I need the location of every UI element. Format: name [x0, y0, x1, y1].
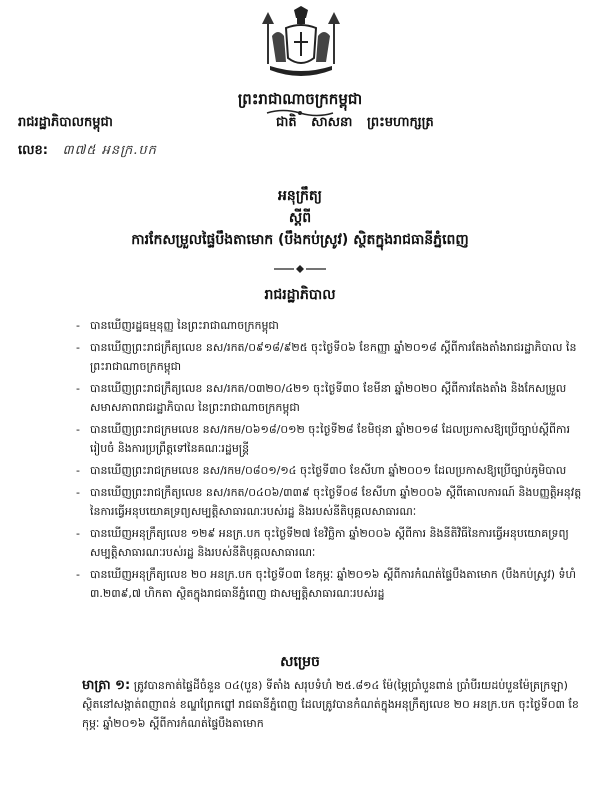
issuer-heading: រាជរដ្ឋាភិបាល	[264, 287, 336, 303]
document-about: ស្តីពី	[288, 210, 312, 226]
royal-coat-of-arms	[256, 6, 346, 82]
recital-item: - បានឃើញព្រះរាជក្រឹត្យលេខ នស/រកត/០៩១៨/៩២៥ ចុះថ្ងៃទី០៦ ខែកញ្ញា ឆ្នាំ២០១៨ ស្តីពីការតែងតាំងរាជរដ្ឋាភិបាល នៃព្រះរាជាណាចក្រកម្ពុជា	[76, 338, 584, 376]
government-name: រាជរដ្ឋាភិបាលកម្ពុជា	[18, 115, 113, 130]
recital-item: - បានឃើញរដ្ឋធម្មនុញ្ញ នៃព្រះរាជាណាចក្រកម្ពុជា	[76, 316, 584, 335]
recital-item: - បានឃើញព្រះរាជក្រឹត្យលេខ នស/រកត/០៤០៦/៣៣៩ ចុះថ្ងៃទី០៨ ខែសីហា ឆ្នាំ២០០៦ ស្តីពីគោលការណ៍ និងបញ្ញត្តិអនុវត្តនៃការធ្វើអនុបយោគទ្រព្យសម្បត្តិសាធារណៈរបស់រដ្ឋ និងរបស់នីតិបុគ្គលសាធារណៈ	[76, 483, 584, 521]
article-1-label: មាត្រា ១:	[82, 678, 131, 693]
recital-item: - បានឃើញអនុក្រឹត្យលេខ ១២៩ អនក្រ.បក ចុះថ្ងៃទី២៧ ខែវិច្ឆិកា ឆ្នាំ២០០៦ ស្តីពីការ និងនីតិវិធីនៃការធ្វើអនុបយោគទ្រព្យសម្បត្តិសាធារណៈរបស់រដ្ឋ និងរបស់នីតិបុគ្គលសាធារណៈ	[76, 524, 584, 562]
kingdom-heading: ព្រះរាជាណាចក្រកម្ពុជា	[237, 90, 363, 108]
article-1	[82, 676, 584, 733]
recital-item: - បានឃើញព្រះរាជក្រមលេខ នស/រកម/០៦១៨/០១២ ចុះថ្ងៃទី២៨ ខែមិថុនា ឆ្នាំ២០១៨ ដែលប្រកាសឱ្យប្រើច្បាប់ស្តីពីការរៀបចំ និងការប្រព្រឹត្តទៅនៃគណៈរដ្ឋមន្ត្រី	[76, 420, 584, 458]
recital-item: - បានឃើញព្រះរាជក្រមលេខ នស/រកម/០៨០១/១៤ ចុះថ្ងៃទី៣០ ខែសីហា ឆ្នាំ២០០១ ដែលប្រកាសឱ្យប្រើច្បាប់ភូមិបាល	[76, 461, 584, 480]
document-number	[18, 142, 157, 161]
article-1-text: ត្រូវបានកាត់ផ្ទៃដីចំនួន ០៤(បួន) ទីតាំង សរុបទំហំ ២៥.៨១៤ ម៉ែ(ម្ភៃប្រាំបួនពាន់ ប្រាំបីរយដប់បួនម៉ែត្រក្រឡា) ស្ថិតនៅសង្កាត់ពញាពន់ ខណ្ឌព្រែកព្នៅ រាជធានីភ្នំពេញ ដែលត្រូវបានកំណត់ក្នុងអនុក្រឹត្យលេខ ២០ អនក្រ.បក ចុះថ្ងៃទី០៣ ខែកុម្ភៈ ឆ្នាំ២០១៦ ស្តីពីការកំណត់ផ្ទៃបឹងតាមោក	[82, 679, 579, 730]
document-subject: ការកែសម្រួលផ្ទៃបឹងតាមោក (បឹងកប់ស្រូវ) ស្ថិតក្នុងរាជធានីភ្នំពេញ	[131, 232, 469, 248]
national-motto: ជាតិ សាសនា ព្រះមហាក្សត្រ	[276, 115, 434, 130]
document-type: អនុក្រឹត្យ	[278, 188, 322, 204]
number-label: លេខ:	[18, 143, 48, 158]
title-ornament	[272, 264, 328, 274]
recital-item: - បានឃើញព្រះរាជក្រឹត្យលេខ នស/រកត/០៣២០/៤២១ ចុះថ្ងៃទី៣០ ខែមីនា ឆ្នាំ២០២០ ស្តីពីការតែងតាំង និងកែសម្រួលសមាសភាពរាជរដ្ឋាភិបាល នៃព្រះរាជាណាចក្រកម្ពុជា	[76, 379, 584, 417]
recital-item: - បានឃើញអនុក្រឹត្យលេខ ២០ អនក្រ.បក ចុះថ្ងៃទី០៣ ខែកុម្ភៈ ឆ្នាំ២០១៦ ស្តីពីការកំណត់ផ្ទៃបឹងតាមោក (បឹងកប់ស្រូវ) ទំហំ ៣.២៣៩,៧ ហិកតា ស្ថិតក្នុងរាជធានីភ្នំពេញ ជាសម្បត្តិសាធារណៈរបស់រដ្ឋ	[76, 565, 584, 603]
number-value: ៣៧៥ អនក្រ.បក	[62, 143, 157, 158]
recitals-list	[76, 316, 584, 606]
decision-heading: សម្រេច	[280, 654, 320, 670]
